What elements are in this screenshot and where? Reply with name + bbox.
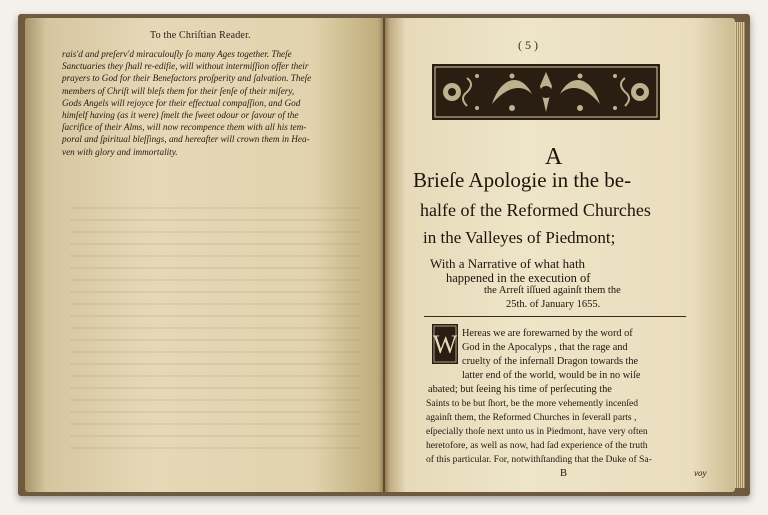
ornamental-headpiece: [432, 64, 660, 120]
title-line: happened in the execution of: [446, 271, 591, 285]
body-line: cruelty of the infernall Dragon towards the: [462, 356, 639, 367]
body-line: againſt them, the Reformed Churches in ſeverall parts ,: [426, 412, 637, 423]
body-line: eſpecially thoſe next unto us in Piedmont, have very often: [426, 426, 648, 437]
text-line: Gods Angels will rejoyce for their effectual compaſſion, and God: [62, 97, 301, 108]
title-line: in the Valleyes of Piedmont;: [423, 228, 616, 247]
text-line: ven with glory and immortality.: [62, 146, 178, 157]
title-initial: A: [545, 144, 563, 170]
text-line: Sanctuaries they ſhall re-edifie, will without intermiſſion offer their: [62, 61, 309, 72]
body-line: heretofore, as well as now, had ſad experience of the truth: [426, 440, 648, 451]
title-line: 25th. of January 1655.: [506, 299, 601, 310]
page-number: ( 5 ): [518, 38, 538, 52]
running-head: To the Chriſtian Reader.: [150, 30, 251, 41]
title-line: Brieſe Apologie in the be-: [413, 168, 632, 192]
title-line: halfe of the Reformed Churches: [420, 200, 651, 220]
text-line: poral and ſpiritual bleſſings, and hereafter will crown them in Hea-: [62, 134, 310, 145]
drop-cap-letter: W: [432, 330, 458, 359]
text-line: rais'd and preſerv'd miraculouſly ſo many Ages together. Theſe: [62, 49, 292, 59]
page-edges: [735, 22, 745, 488]
left-page-text: [62, 48, 362, 158]
text-line: himſelf having (as it were) ſmelt the ſweet odour or ſavour of the: [62, 110, 299, 121]
drop-cap-initial: [432, 324, 458, 364]
body-line: Saints to be but ſhort, be the more vehemently incenſed: [426, 398, 639, 409]
body-line: God in the Apocalyps , that the rage and: [462, 342, 628, 353]
book-gutter: [378, 18, 390, 492]
body-line: latter end of the world, would be in no wiſe: [462, 370, 641, 381]
title-line: With a Narrative of what hath: [430, 256, 586, 271]
signature-mark: B: [560, 468, 568, 479]
body-line: of this particular. For, notwithſtanding that the Duke of Sa-: [426, 454, 652, 465]
text-line: members of Chriſt will bleſs them for their ſenſe of their miſery,: [62, 85, 295, 96]
bleed-through-text: [70, 200, 360, 450]
divider-rule: [424, 316, 686, 317]
text-line: prayers to God for their Benefactors proſperity and ſalvation. Theſe: [62, 73, 312, 84]
catchword: voy: [694, 468, 707, 478]
body-line: abated; but ſeeing his time of perſecuting the: [428, 384, 612, 395]
body-line: Hereas we are forewarned by the word of: [462, 328, 633, 339]
title-line: the Arreſt iſſued againſt them the: [484, 285, 621, 296]
text-line: ſacrifice of their Alms, will now recompence them with all his tem-: [62, 122, 307, 133]
